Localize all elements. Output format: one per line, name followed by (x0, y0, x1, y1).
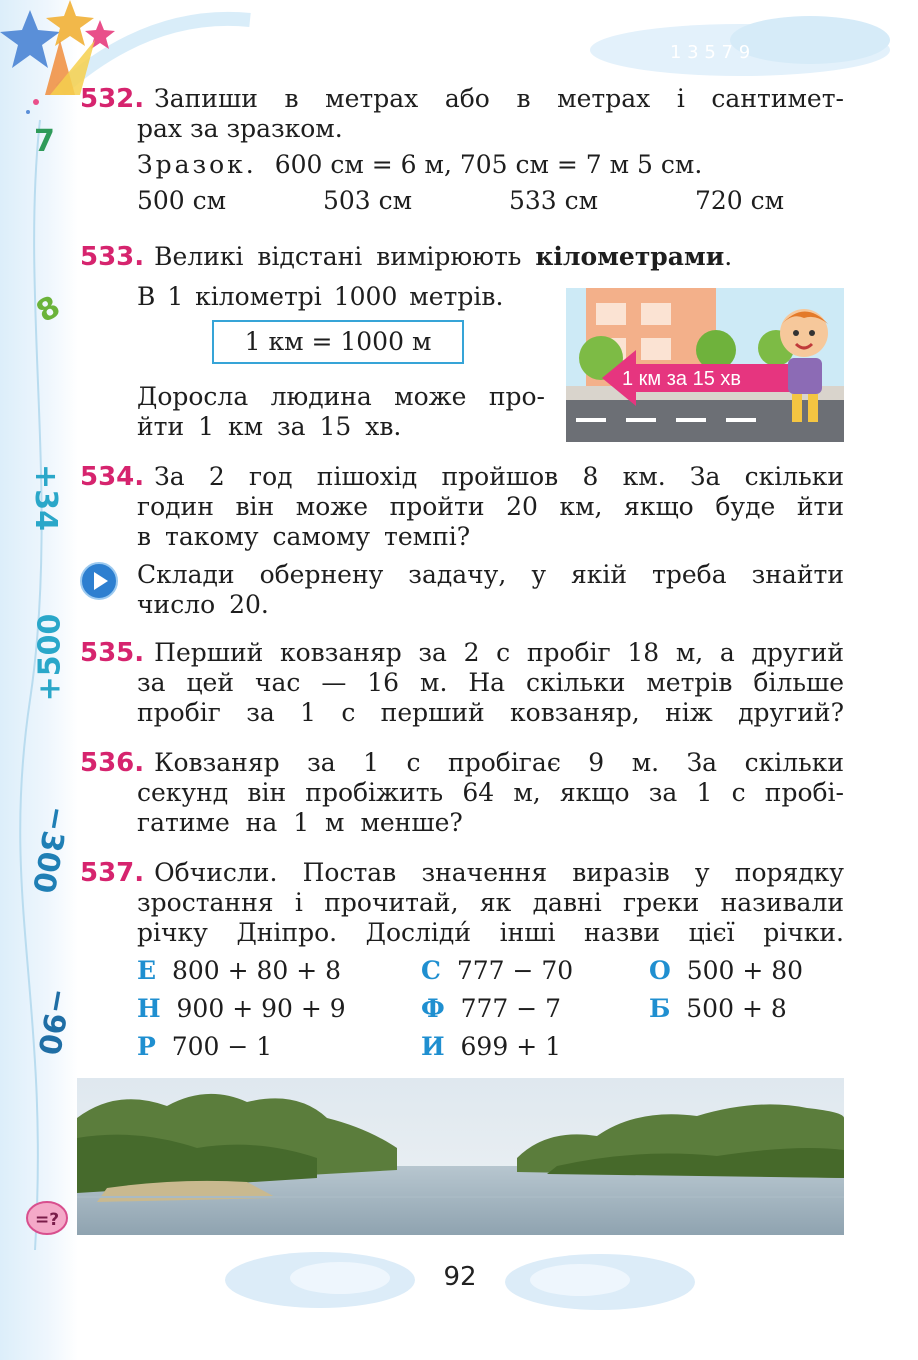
distance-label: 1 км за 15 хв (622, 368, 742, 390)
expression: 700 − 1 (171, 1032, 273, 1061)
exercise-text: В 1 кілометрі 1000 метрів. (137, 282, 504, 311)
exercise-text: Доросла людина може про- (137, 382, 545, 411)
letter-label: Е (137, 956, 157, 985)
exercise-532 (80, 84, 844, 216)
exercise-number: 534. (80, 462, 145, 492)
expression: 500 + 80 (686, 956, 804, 985)
exercise-text: Ковзаняр за 1 с пробігає 9 м. За скільки (154, 748, 844, 777)
expression: 777 − 70 (456, 956, 574, 985)
sample-label: Зразок. (137, 150, 257, 179)
exercise-535 (80, 638, 844, 728)
side-number: +34 (27, 464, 63, 531)
sample-text: 600 см = 6 м, 705 см = 7 м 5 см. (274, 150, 703, 179)
value-item: 503 см (323, 186, 413, 215)
side-number: 7 (34, 124, 55, 159)
exercise-text: Обчисли. Постав значення виразів у порядку (154, 858, 844, 887)
exercise-text: Склади обернену задачу, у якій треба знайти (137, 560, 844, 589)
expression: 699 + 1 (460, 1032, 561, 1061)
side-number: −300 (25, 803, 75, 896)
value-item: 533 см (509, 186, 599, 215)
exercise-533 (80, 242, 844, 272)
expression: 500 + 8 (686, 994, 787, 1023)
play-icon (80, 562, 118, 600)
exercise-text: зростання і прочитай, як давні греки називали (137, 888, 844, 917)
side-number: 8 (30, 289, 67, 330)
values-row (80, 186, 844, 216)
exercise-text: число 20. (137, 590, 269, 619)
exercise-text: пробіг за 1 с перший ковзаняр, ніж другий? (137, 698, 844, 727)
exercise-text: За 2 год пішохід пройшов 8 км. За скільки (154, 462, 844, 491)
exercise-536 (80, 748, 844, 838)
letter-label: Ф (421, 994, 445, 1023)
question-badge-icon (26, 1200, 68, 1236)
exercise-534 (80, 462, 844, 620)
expression: 800 + 80 + 8 (171, 956, 342, 985)
page-number: 92 (443, 1262, 477, 1292)
exercise-text: за цей час — 16 м. На скільки метрів більше (137, 668, 844, 697)
letter-label: Б (649, 994, 671, 1023)
expression: 900 + 90 + 9 (176, 994, 346, 1023)
value-item: 720 см (695, 186, 785, 215)
question-badge-text: =? (35, 1210, 60, 1230)
exercise-text: йти 1 км за 15 хв. (137, 412, 402, 441)
exercise-text: Запиши в метрах або в метрах і сантимет- (154, 84, 844, 113)
exercise-text: годин він може пройти 20 км, якщо буде йти (137, 492, 844, 521)
exercise-text: річку Дніпро. Досліди́ інші назви цієї річки. (137, 918, 844, 947)
value-item: 500 см (137, 186, 227, 215)
letter-label: Р (137, 1032, 156, 1061)
letter-label: О (649, 956, 671, 985)
punctuation: . (724, 242, 733, 271)
letter-label: С (421, 956, 441, 985)
exercise-text: рах за зразком. (137, 114, 343, 143)
exercise-number: 533. (80, 242, 145, 272)
exercise-number: 535. (80, 638, 145, 668)
exercise-533-text (137, 382, 545, 442)
letter-label: И (421, 1032, 445, 1061)
walking-boy-illustration (566, 288, 844, 442)
expressions-grid (137, 952, 803, 1066)
formula-box: 1 км = 1000 м (212, 320, 464, 364)
exercise-text: секунд він пробіжить 64 м, якщо за 1 с пробі- (137, 778, 844, 807)
side-number: −90 (30, 985, 77, 1058)
exercise-number: 537. (80, 858, 145, 888)
number-cloud-decoration (580, 10, 900, 80)
exercise-text: Великі відстані вимірюють (154, 242, 536, 271)
exercise-number: 532. (80, 84, 145, 114)
expression: 777 − 7 (460, 994, 562, 1023)
river-photo (77, 1078, 844, 1235)
exercise-text: в такому самому темпі? (137, 522, 471, 551)
letter-label: Н (137, 994, 161, 1023)
term-kilometers: кілометрами (535, 242, 725, 271)
side-number: +500 (32, 613, 68, 702)
exercise-text: Перший ковзаняр за 2 с пробіг 18 м, а другий (154, 638, 844, 667)
exercise-number: 536. (80, 748, 145, 778)
exercise-text: гатиме на 1 м менше? (137, 808, 463, 837)
cloud-numbers: 1 3 5 7 9 (670, 42, 751, 63)
exercise-537 (80, 858, 844, 948)
